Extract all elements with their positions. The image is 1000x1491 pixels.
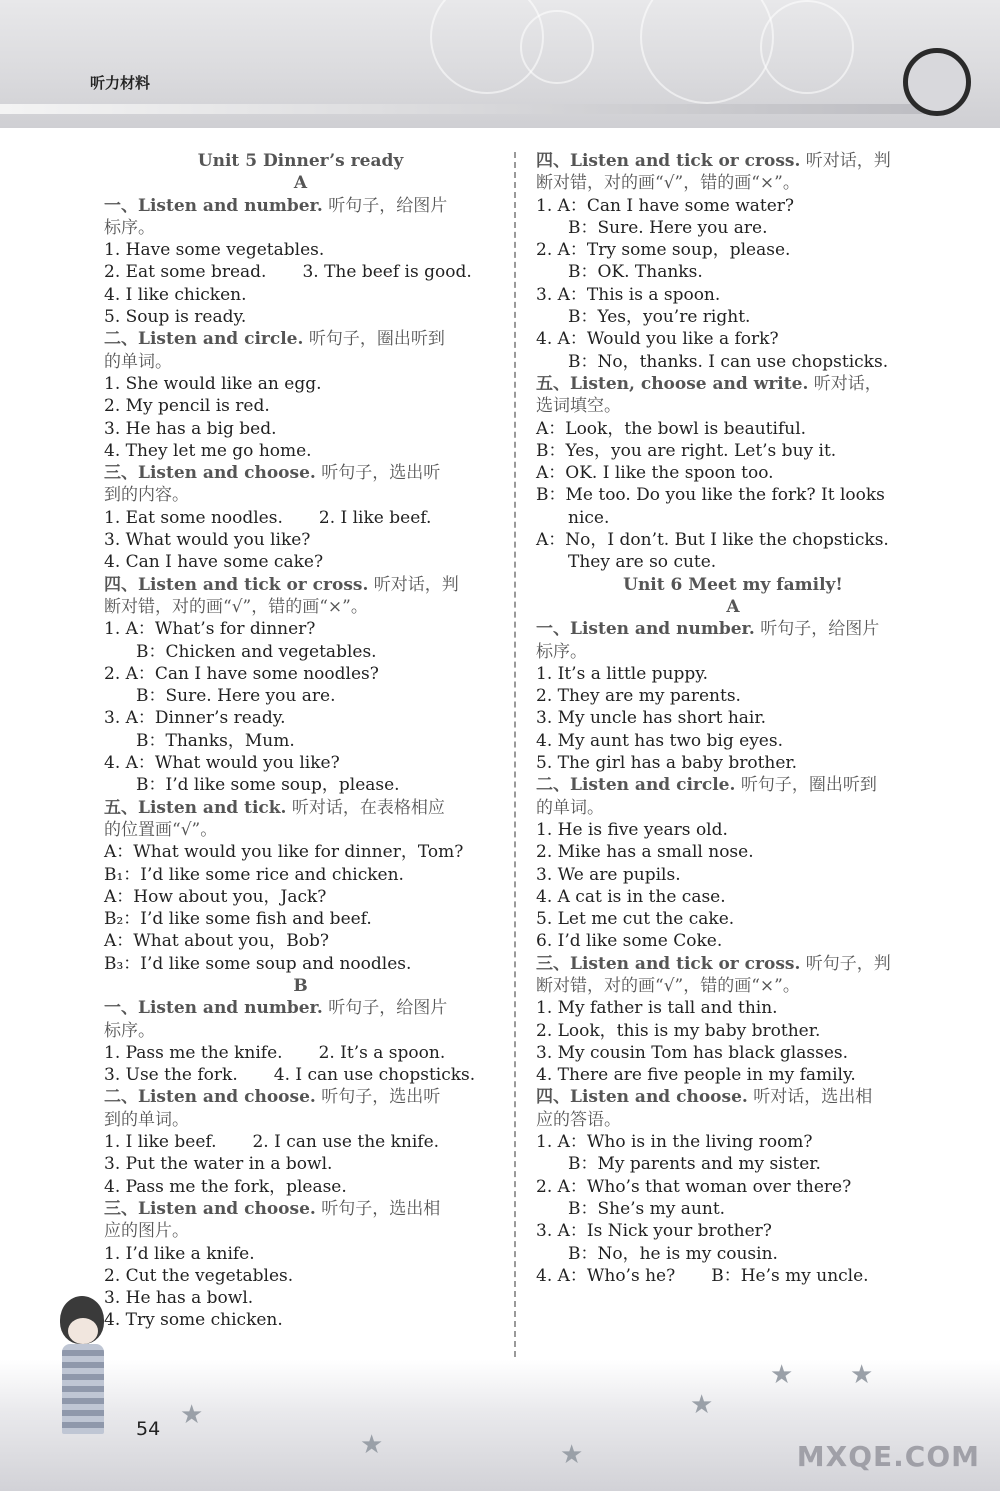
section-heading-cont: 应的答语。 [536,1109,621,1130]
list-item: 4. Try some chicken. [104,1310,283,1331]
header-ring-icon [903,48,971,116]
dialog-line: B：Chicken and vegetables. [136,641,377,662]
section-heading: 三、Listen and choose. 听句子，选出听 [104,463,441,484]
section-heading-cont: 选词填空。 [536,396,621,417]
list-item: 4. They let me go home. [104,440,312,461]
dialog-line: B：Me too. Do you like the fork? It looks [536,485,885,506]
section-heading-cont: 标序。 [104,1020,155,1041]
watermark: MXQE.COM [796,1440,980,1473]
list-item: 3. We are pupils. [536,864,681,885]
dialog-line: 3. A：This is a spoon. [536,284,721,305]
dialog-line: B₁：I’d like some rice and chicken. [104,864,404,885]
star-icon: ★ [360,1430,384,1460]
dialog-line: B：I’d like some soup，please. [136,775,400,796]
list-item: 2. Mike has a small nose. [536,842,754,863]
dialog-line: B：Yes，you are right. Let’s buy it. [536,440,837,461]
section-heading-cont: 应的图片。 [104,1221,189,1242]
dialog-line: A：Look，the bowl is beautiful. [536,418,807,439]
dialog-line: B：My parents and my sister. [568,1154,821,1175]
dialog-line: B：No，he is my cousin. [568,1243,778,1264]
section-heading-cont: 的位置画“√”。 [104,819,218,840]
list-item: 5. Soup is ready. [104,307,247,328]
list-item: 1. He is five years old. [536,819,728,840]
dialog-line: 4. A：Who’s he? B：He’s my uncle. [536,1265,869,1286]
list-item: 1. I like beef. 2. I can use the knife. [104,1132,440,1153]
star-icon: ★ [690,1390,714,1420]
list-item: 1. She would like an egg. [104,373,322,394]
dialog-line: 2. A：Can I have some noodles? [104,663,379,684]
star-icon: ★ [770,1360,794,1390]
list-item: 2. Eat some bread. 3. The beef is good. [104,262,472,283]
dialog-line: B：OK. Thanks. [568,262,703,283]
section-heading-cont: 到的内容。 [104,485,189,506]
decor-circle [640,0,774,104]
list-item: 2. Look，this is my baby brother. [536,1020,821,1041]
dialog-line: 4. A：What would you like? [104,753,340,774]
girl-illustration-body [62,1344,104,1434]
section-heading-cont: 标序。 [104,217,155,238]
dialog-line: 1. A：Who is in the living room? [536,1132,813,1153]
list-item: 2. Cut the vegetables. [104,1265,294,1286]
dialog-line: 1. A：Can I have some water? [536,195,795,216]
dialog-line: 1. A：What’s for dinner? [104,619,316,640]
header-title: 听力材料 [90,74,151,92]
dialog-line: A：No，I don’t. But I like the chopsticks. [536,530,889,551]
dialog-line: B₃：I’d like some soup and noodles. [104,953,412,974]
section-heading: 四、Listen and choose. 听对话，选出相 [536,1087,873,1108]
list-item: 5. Let me cut the cake. [536,909,735,930]
section-heading: 二、Listen and circle. 听句子，圈出听到 [536,775,877,796]
section-heading: 三、Listen and tick or cross. 听句子，判 [536,953,891,974]
section-heading-cont: 断对错，对的画“√”，错的画“×”。 [104,596,368,617]
dialog-line: A：What would you like for dinner，Tom? [104,842,464,863]
dialog-line: 2. A：Who’s that woman over there? [536,1176,852,1197]
list-item: 3. He has a bowl. [104,1288,254,1309]
dialog-line: B：Yes，you’re right. [568,307,751,328]
list-item: 2. They are my parents. [536,686,741,707]
section-heading-cont: 的单词。 [104,351,172,372]
dialog-line: nice. [568,507,610,528]
section-heading-cont: 标序。 [536,641,587,662]
section-heading: 二、Listen and choose. 听句子，选出听 [104,1087,441,1108]
part-a-label: A [726,596,740,617]
page-header [0,0,1000,128]
section-heading-cont: 到的单词。 [104,1109,189,1130]
list-item: 3. My cousin Tom has black glasses. [536,1042,849,1063]
dialog-line: 2. A：Try some soup，please. [536,240,791,261]
list-item: 2. My pencil is red. [104,396,270,417]
star-icon: ★ [560,1440,584,1470]
section-heading: 四、Listen and tick or cross. 听对话，判 [536,151,891,171]
list-item: 3. He has a big bed. [104,418,277,439]
section-heading: 五、Listen and tick. 听对话，在表格相应 [104,797,445,818]
section-heading-cont: 断对错，对的画“√”，错的画“×”。 [536,173,800,194]
dialog-line: A：What about you，Bob? [104,931,330,952]
list-item: 4. My aunt has two big eyes. [536,730,783,751]
left-column [104,150,497,1332]
list-item: 1. Have some vegetables. [104,240,325,261]
dialog-line: B：No，thanks. I can use chopsticks. [568,351,889,372]
dialog-line: B：Sure. Here you are. [568,217,768,238]
list-item: 1. It’s a little puppy. [536,663,709,684]
unit5-title: Unit 5 Dinner’s ready [197,151,404,171]
list-item: 1. Pass me the knife. 2. It’s a spoon. [104,1042,446,1063]
dialog-line: They are so cute. [568,552,717,573]
dialog-line: B₂：I’d like some fish and beef. [104,909,372,930]
dialog-line: A：OK. I like the spoon too. [536,463,774,484]
decor-circle [520,10,594,84]
list-item: 3. What would you like? [104,530,311,551]
section-heading: 一、Listen and number. 听句子，给图片 [104,998,448,1019]
right-column [536,150,930,1287]
section-heading: 五、Listen, choose and write. 听对话， [536,373,882,394]
girl-illustration-face [68,1318,98,1344]
section-heading-cont: 的单词。 [536,797,604,818]
decor-circle [760,0,854,94]
dialog-line: 3. A：Dinner’s ready. [104,708,286,729]
list-item: 4. I like chicken. [104,284,247,305]
list-item: 4. Pass me the fork，please. [104,1176,347,1197]
section-heading: 一、Listen and number. 听句子，给图片 [536,619,880,640]
list-item: 3. My uncle has short hair. [536,708,767,729]
list-item: 4. Can I have some cake? [104,552,324,573]
header-bar [0,104,930,114]
column-divider [514,152,516,1357]
dialog-line: 3. A：Is Nick your brother? [536,1221,772,1242]
list-item: 3. Use the fork. 4. I can use chopsticks. [104,1065,476,1086]
list-item: 4. There are five people in my family. [536,1065,856,1086]
dialog-line: B：Thanks，Mum. [136,730,295,751]
list-item: 1. I’d like a knife. [104,1243,255,1264]
star-icon: ★ [850,1360,874,1390]
part-b-label: B [293,975,308,996]
unit6-title: Unit 6 Meet my family! [623,574,843,595]
list-item: 1. Eat some noodles. 2. I like beef. [104,507,432,528]
section-heading: 四、Listen and tick or cross. 听对话，判 [104,574,459,595]
list-item: 4. A cat is in the case. [536,886,726,907]
section-heading: 一、Listen and number. 听句子，给图片 [104,195,448,216]
star-icon: ★ [180,1400,204,1430]
section-heading-cont: 断对错，对的画“√”，错的画“×”。 [536,975,800,996]
dialog-line: B：She’s my aunt. [568,1198,726,1219]
section-heading: 二、Listen and circle. 听句子，圈出听到 [104,329,445,350]
section-heading: 三、Listen and choose. 听句子，选出相 [104,1198,441,1219]
dialog-line: B：Sure. Here you are. [136,686,336,707]
list-item: 6. I’d like some Coke. [536,931,723,952]
page-number: 54 [136,1418,161,1440]
dialog-line: 4. A：Would you like a fork? [536,329,779,350]
list-item: 3. Put the water in a bowl. [104,1154,333,1175]
dialog-line: A：How about you，Jack? [104,886,327,907]
part-a-label: A [293,173,308,194]
list-item: 1. My father is tall and thin. [536,998,778,1019]
list-item: 5. The girl has a baby brother. [536,753,798,774]
